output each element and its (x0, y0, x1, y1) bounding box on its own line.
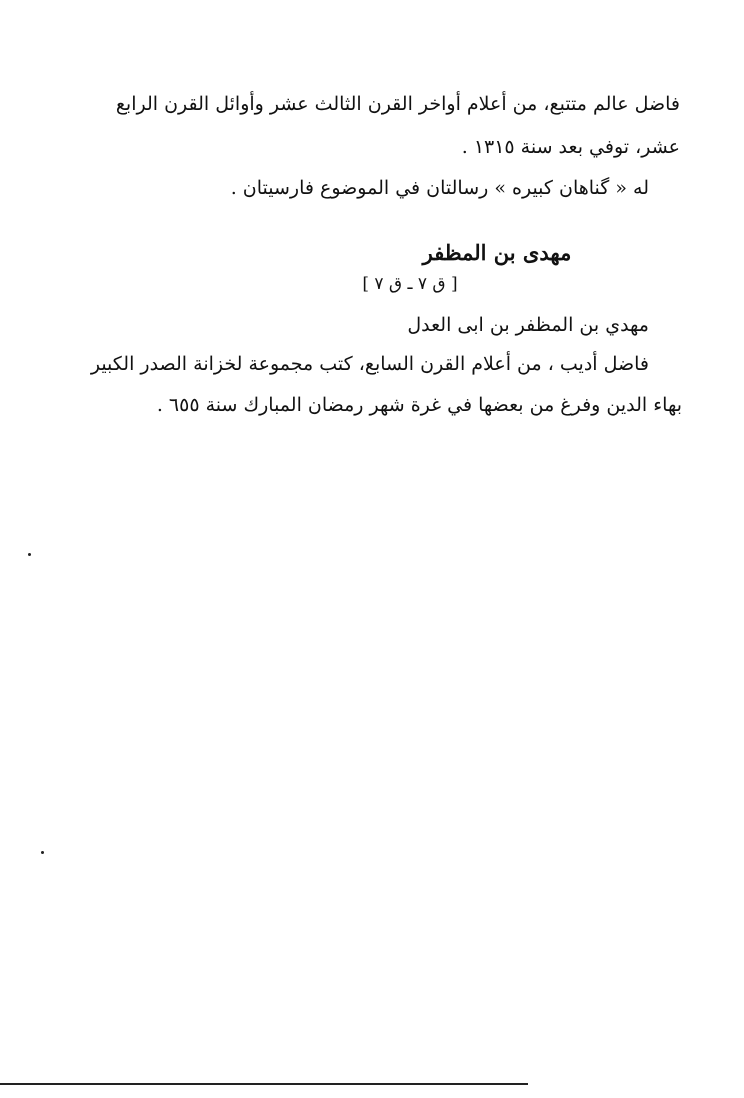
bottom-rule (0, 1083, 528, 1085)
entry1-line1: فاضل عالم متتبع، من أعلام أواخر القرن الثالث عشر وأوائل القرن الرابع (115, 93, 680, 115)
entry2-dates: [ ق ٧ ـ ق ٧ ] (362, 274, 458, 294)
entry2-line1: فاضل أديب ، من أعلام القرن السابع، كتب مجموعة لخزانة الصدر الكبير (90, 353, 649, 375)
entry2-heading: مهدى بن المظفر (422, 240, 572, 265)
entry1-line2: عشر، توفي بعد سنة ١٣١٥ . (461, 136, 680, 158)
entry1-line3: له « گناهان كبيره » رسالتان في الموضوع فارسيتان . (230, 177, 649, 199)
entry2-line2: بهاء الدين وفرغ من بعضها في غرة شهر رمضان المبارك سنة ٦٥٥ . (156, 394, 682, 416)
entry2-fullname: مهدي بن المظفر بن ابى العدل (407, 314, 649, 336)
scan-speck (28, 553, 31, 556)
scan-speck (41, 851, 44, 854)
